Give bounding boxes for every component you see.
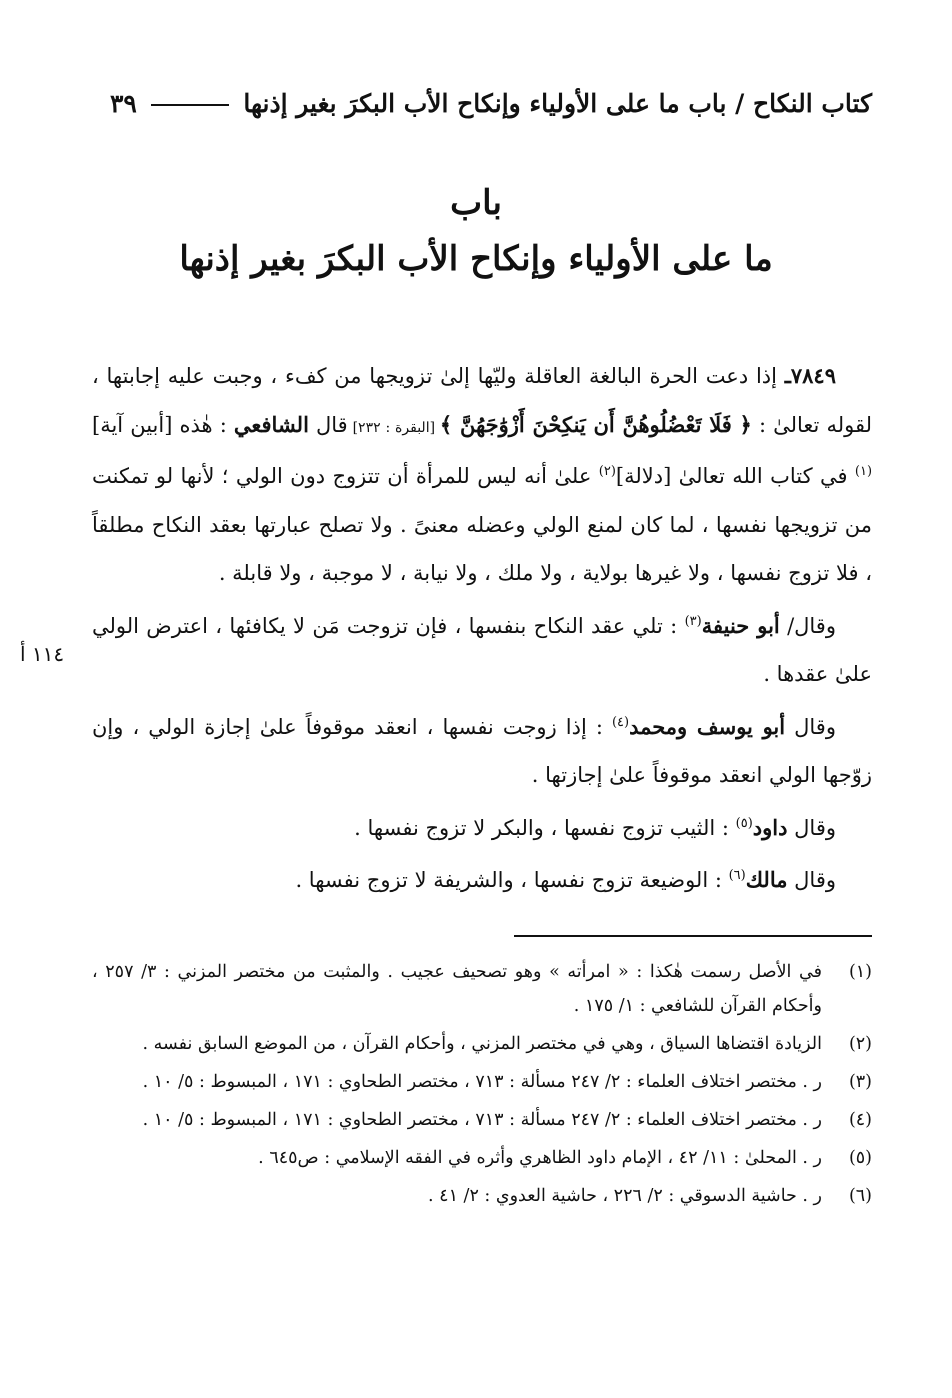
scholar-name: داود — [752, 814, 788, 840]
footnote — [92, 955, 872, 1023]
paragraph-7849 — [92, 352, 872, 598]
text-run: وقال — [787, 868, 836, 892]
text-run: علىٰ أنه ليس للمرأة أن تتزوج دون الولي ؛ لأنها لو تمكنت من تزويجها نفسها ، لما كان لمنع الولي وعضله معنىً . ولا تصلح عبارتها بعقد النكاح مطلقاً ، فلا تزوج نفسها ، ولا غيرها بولاية ، ولا ملك ، ولا نيابة ، لا موجبة ، ولا قابلة . — [92, 464, 872, 585]
text-run: : الوضيعة تزوج نفسها ، والشريفة لا تزوج نفسها . — [295, 868, 729, 892]
paragraph-dawud — [92, 804, 872, 853]
manuscript-folio-note: ١١٤ أ — [20, 642, 65, 666]
text-run: : إذا زوجت نفسها ، انعقد موقوفاً علىٰ إجازة الولي ، وإن زوّجها الولي انعقد موقوفاً علىٰ إجازتها . — [92, 714, 872, 787]
footnote-text: ر . مختصر اختلاف العلماء : ٢/ ٢٤٧ مسألة : ٧١٣ ، مختصر الطحاوي : ١٧١ ، المبسوط : ٥/ ١٠ . — [142, 1072, 822, 1092]
text-run: وقال/ — [779, 613, 836, 638]
footnote-text: الزيادة اقتضاها السياق ، وهي في مختصر المزني ، وأحكام القرآن ، من الموضع السابق نفسه . — [142, 1034, 822, 1054]
footnote-ref[interactable]: (٢) — [598, 464, 616, 479]
footnote-ref[interactable]: (٦) — [728, 868, 746, 883]
scholar-name: أبو حنيفة — [701, 612, 780, 638]
footnote-number: (٤) — [848, 1110, 872, 1130]
quran-verse: ﴿ فَلَا تَعْضُلُوهُنَّ أَن يَنكِحْنَ أَزْوَٰجَهُنَّ ﴾ — [439, 411, 752, 437]
running-header — [110, 80, 872, 126]
issue-number: ٧٨٤٩ـ — [784, 363, 836, 388]
footnote — [92, 1179, 872, 1213]
chapter-title: ما على الأولياء وإنكاح الأب البكرَ بغير إذنها — [179, 239, 773, 279]
main-text — [92, 348, 872, 905]
page-number: ٣٩ — [110, 88, 137, 118]
footnotes — [92, 955, 872, 1217]
footnote-text: ر . مختصر اختلاف العلماء : ٢/ ٢٤٧ مسألة : ٧١٣ ، مختصر الطحاوي : ١٧١ ، المبسوط : ٥/ ١٠ . — [142, 1110, 822, 1130]
footnote-text: ر . حاشية الدسوقي : ٢/ ٢٢٦ ، حاشية العدوي : ٢/ ٤١ . — [428, 1186, 822, 1206]
text-run: : الثيب تزوج نفسها ، والبكر لا تزوج نفسها . — [354, 815, 736, 840]
text-run: : هٰذه [أبين آية] — [92, 412, 234, 437]
footnote-number: (٦) — [848, 1186, 872, 1206]
verse-reference: [البقرة : ٢٣٢] — [347, 419, 440, 436]
footnote-ref[interactable]: (٣) — [684, 613, 702, 629]
paragraph-malik — [92, 856, 872, 905]
footnote-number: (٥) — [848, 1148, 872, 1168]
scholar-name: أبو يوسف ومحمد — [629, 713, 786, 739]
text-run: : تلي عقد النكاح بنفسها ، فإن تزوجت مَن لا يكافئها ، اعترض الولي علىٰ عقدها . — [92, 613, 872, 686]
text-run: وقال — [785, 714, 836, 739]
text-run: قال — [308, 412, 348, 437]
scholar-name: الشافعي — [233, 411, 309, 437]
header-rule — [151, 104, 230, 106]
footnote-separator — [514, 935, 872, 937]
text-run: إذا دعت الحرة البالغة العاقلة وليّها إلىٰ تزويجها من كفء ، وجبت عليه إجابتها ، لقوله تعالىٰ : — [92, 364, 873, 437]
running-title: كتاب النكاح / باب ما على الأولياء وإنكاح الأب البكرَ بغير إذنها — [243, 88, 872, 118]
text-run: في كتاب الله تعالىٰ [دلالة] — [615, 464, 855, 488]
footnote-ref[interactable]: (٥) — [735, 815, 753, 831]
footnote-ref[interactable]: (١) — [854, 464, 873, 479]
footnote-number: (٣) — [848, 1072, 872, 1092]
footnote — [92, 1027, 872, 1061]
chapter-label: باب — [450, 183, 502, 223]
footnote — [92, 1141, 872, 1175]
footnote — [92, 1103, 872, 1137]
scholar-name: مالك — [745, 867, 788, 892]
footnote-number: (١) — [848, 962, 872, 982]
footnote-ref[interactable]: (٤) — [611, 714, 630, 730]
paragraph-abu-hanifa — [92, 602, 872, 699]
paragraph-abu-yusuf — [92, 703, 872, 800]
footnote — [92, 1065, 872, 1099]
chapter-heading — [80, 175, 872, 287]
footnote-text: في الأصل رسمت هٰكذا : « امرأته » وهو تصحيف عجيب . والمثبت من مختصر المزني : ٣/ ٢٥٧ ، وأحكام القرآن للشافعي : ١/ ١٧٥ . — [92, 962, 822, 1016]
footnote-number: (٢) — [848, 1034, 872, 1054]
footnote-text: ر . المحلىٰ : ١١/ ٤٢ ، الإمام داود الظاهري وأثره في الفقه الإسلامي : ص٦٤٥ . — [258, 1148, 822, 1168]
text-run: وقال — [787, 815, 836, 840]
